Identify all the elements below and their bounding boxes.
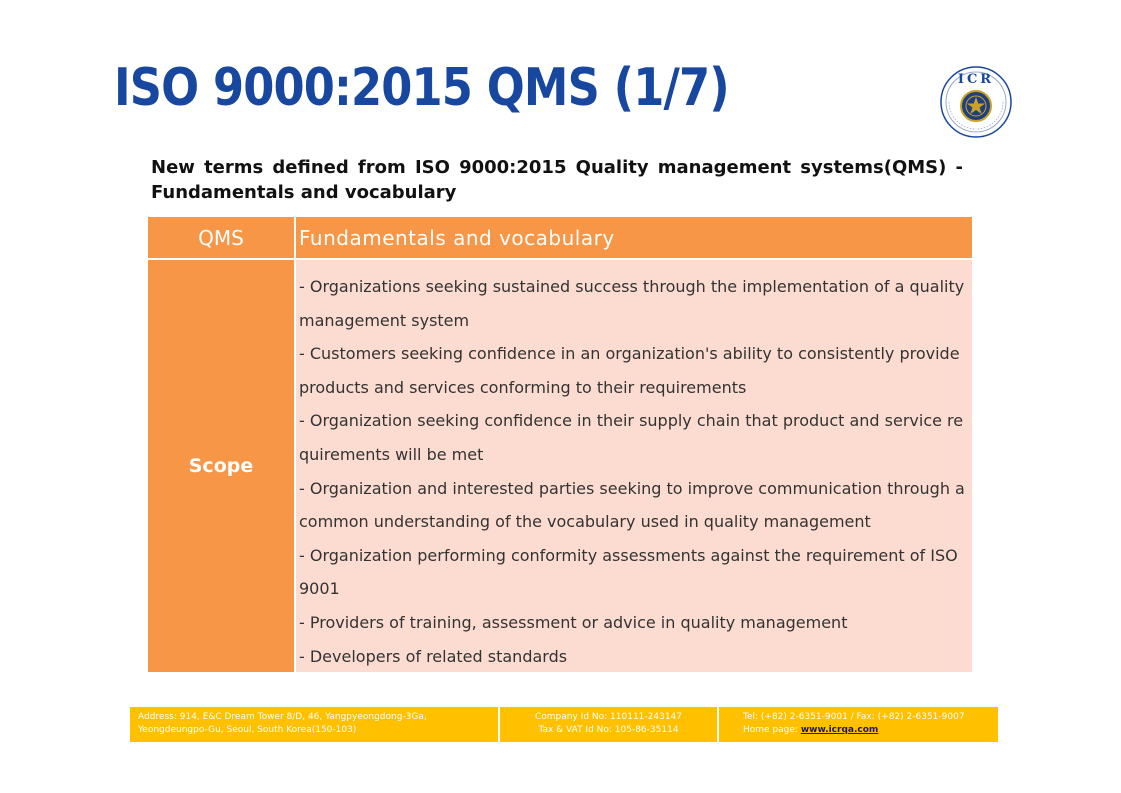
scope-item: - Organization performing conformity assessments against the requirement of ISO 9001	[299, 545, 958, 599]
scope-item: - Customers seeking confidence in an organization's ability to consistently provide products and services conforming to their requirements	[299, 344, 960, 397]
scope-item: - Organization and interested parties seeking to improve communication through a common understanding of the vocabulary used in quality management	[299, 478, 965, 532]
tel-fax: Tel: (+82) 2-6351-9001 / Fax: (+82) 2-6351-9007	[743, 712, 965, 722]
footer-company-ids	[500, 707, 719, 742]
footer-contact	[719, 707, 998, 742]
scope-label: Scope	[148, 260, 296, 672]
scope-content	[296, 260, 972, 672]
scope-item: - Organization seeking confidence in their supply chain that product and service requirements will be met	[299, 411, 964, 464]
icr-logo	[940, 66, 1012, 138]
page-title: ISO 9000:2015 QMS (1/7)	[114, 58, 729, 118]
svg-text:ICR: ICR	[957, 72, 995, 87]
homepage	[743, 724, 998, 737]
header-fundamentals: Fundamentals and vocabulary	[299, 225, 615, 250]
footer	[130, 707, 998, 742]
subtitle: New terms defined from ISO 9000:2015 Quality management systems(QMS) - Fundamentals and vocabulary	[151, 157, 963, 203]
qms-table	[148, 217, 972, 672]
footer-address	[130, 707, 500, 742]
company-id: Company Id No: 110111-243147	[535, 712, 682, 722]
homepage-link[interactable]: www.icrqa.com	[800, 725, 879, 735]
scope-item: - Providers of training, assessment or advice in quality management	[299, 612, 848, 632]
scope-item: - Organizations seeking sustained success through the implementation of a quality management system	[299, 277, 965, 330]
address-line: Address: 914, E&C Dream Tower 8/D, 46, Yangpyeongdong-3Ga,	[138, 712, 427, 722]
address-line: Yeongdeungpo-Gu, Seoul, South Korea(150-103)	[138, 725, 357, 735]
tax-id: Tax & VAT Id No: 105-86-35114	[538, 725, 679, 735]
homepage-label: Home page:	[743, 725, 801, 735]
table-row	[148, 260, 972, 672]
scope-item: - Developers of related standards	[299, 646, 568, 666]
header-qms: QMS	[148, 217, 296, 258]
table-header-row	[148, 217, 972, 258]
